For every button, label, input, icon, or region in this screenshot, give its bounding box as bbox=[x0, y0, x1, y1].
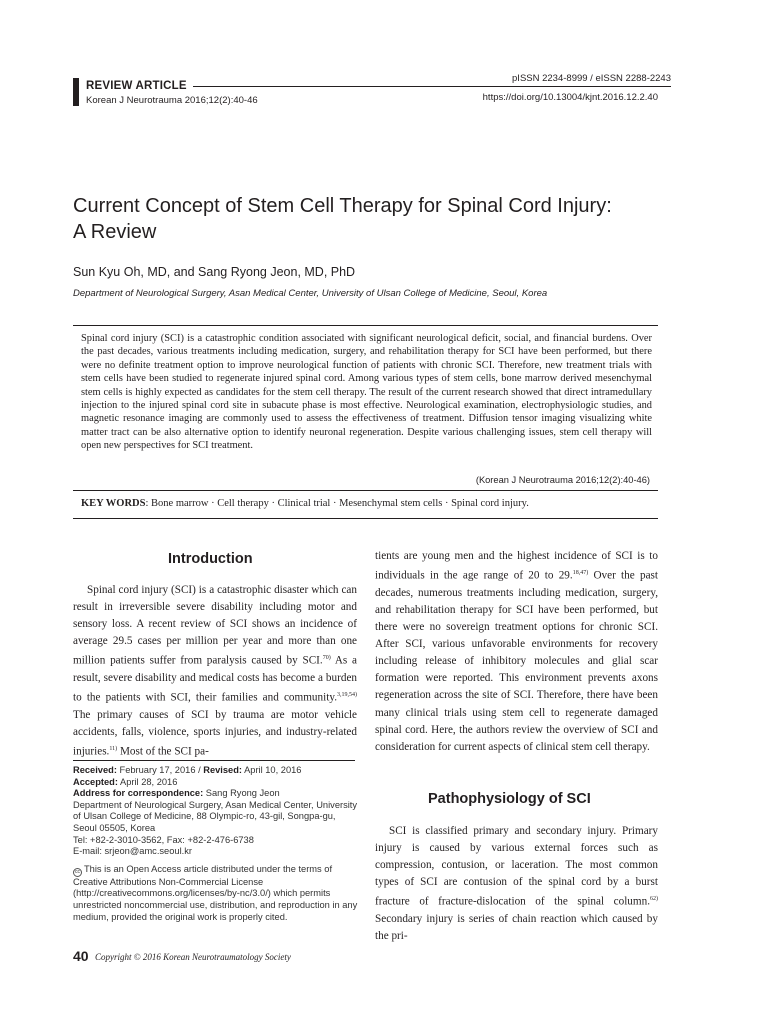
reference-superscript[interactable]: 18,47) bbox=[572, 570, 589, 577]
correspondence-address: Department of Neurological Surgery, Asan Medical Center, University of Ulsan College of Medicine, 88 Olympic-ro, 43-gil, Songpa-gu, Seoul 05505, Korea bbox=[73, 799, 358, 833]
article-footnote bbox=[73, 765, 359, 923]
reference-superscript[interactable]: 3,19,54) bbox=[337, 692, 357, 699]
intro-p2-text-a: A recent review of SCI shows an incidence of average 29.5 cases per million per year and more than one million patients suffer from paralysis caused by SCI. bbox=[73, 618, 357, 668]
journal-citation: Korean J Neurotrauma 2016;12(2):40-46 bbox=[86, 95, 258, 106]
keywords-line: KEY WORDS: Bone marrow · Cell therapy · Clinical trial · Mesenchymal stem cells · Spinal cord injury. bbox=[81, 498, 529, 509]
pathophysiology-body bbox=[375, 823, 658, 945]
doi-link[interactable]: https://doi.org/10.13004/kjnt.2016.12.2.40 bbox=[482, 92, 658, 103]
contact-email[interactable]: E-mail: srjeon@amc.seoul.kr bbox=[73, 846, 192, 857]
pathophysiology-heading: Pathophysiology of SCI bbox=[428, 791, 591, 807]
revised-label: Revised: bbox=[203, 765, 243, 775]
section-marker-bar bbox=[73, 78, 79, 106]
right-p1-text-a: tients are young men and the highest incidence of SCI is to individuals in the age range of 20 to 29. bbox=[375, 550, 658, 582]
accepted-label: Accepted: bbox=[73, 776, 118, 787]
intro-continued-paragraph bbox=[375, 548, 658, 756]
accepted-date: April 28, 2016 bbox=[117, 776, 178, 787]
intro-p2-text-d: Most of the SCI pa- bbox=[117, 746, 209, 759]
license-notice bbox=[73, 864, 359, 923]
received-line bbox=[73, 765, 359, 777]
title-line-1: Current Concept of Stem Cell Therapy for Spinal Cord Injury: bbox=[73, 195, 612, 217]
right-column-body bbox=[375, 548, 658, 756]
reference-superscript[interactable]: 70) bbox=[322, 655, 331, 662]
copyright-notice: Copyright © 2016 Korean Neurotraumatology Society bbox=[95, 952, 291, 962]
title-line-2: A Review bbox=[73, 221, 157, 243]
author-list: Sun Kyu Oh, MD, and Sang Ryong Jeon, MD, PhD bbox=[73, 265, 356, 279]
keywords-items: Bone marrow · Cell therapy · Clinical trial · Mesenchymal stem cells · Spinal cord injury. bbox=[151, 498, 529, 509]
introduction-body bbox=[73, 582, 357, 761]
issn-info: pISSN 2234-8999 / eISSN 2288-2243 bbox=[512, 73, 671, 84]
abstract-citation: (Korean J Neurotrauma 2016;12(2):40-46) bbox=[475, 475, 650, 485]
abstract-text: Spinal cord injury (SCI) is a catastrophic condition associated with significant neurological deficit, social, and financial burdens. Over the past decades, various treatments including medication, surgery, and rehabilitation therapy for SCI have been performed, but there were no definite treatment option to improve neurological function of patients with chronic SCI. Therefore, new treatment trials with stem cells have been studied to regenerate injured spinal cord. Among various types of stem cells, bone marrow derived mesenchymal stem cells is highly expected as candidates for the stem cell therapy. The result of the current research showed that direct intramedullary injection to the injured spinal cord site in subacute phase is most effective. Neurological examination, electrophysiologic studies, and magnetic resonance imaging are commonly used to assess the effectiveness of treatment. Diffusion tensor imaging visualizing white matter tract can be also alternative option to identify neuronal regeneration. Despite various challenging issues, stem cell therapy will open new perspectives for SCI treatment. bbox=[81, 333, 652, 452]
abstract-bottom-rule bbox=[73, 518, 658, 519]
intro-p2-text-c: The primary causes of SCI by trauma are motor vehicle accidents, falls, violence, sports injuries, and industry-related injuries. bbox=[73, 709, 357, 759]
header-rule bbox=[193, 86, 671, 87]
affiliation: Department of Neurological Surgery, Asan Medical Center, University of Ulsan College of Medicine, Seoul, Korea bbox=[73, 288, 548, 299]
page-number: 40 bbox=[73, 948, 89, 964]
intro-paragraph-1 bbox=[73, 582, 357, 761]
received-label: Received: bbox=[73, 765, 117, 775]
contact-phone: Tel: +82-2-3010-3562, Fax: +82-2-476-6738 bbox=[73, 834, 254, 845]
patho-text-b: Secondary injury is series of chain reaction which caused by the pri- bbox=[375, 913, 658, 943]
footnote-rule bbox=[73, 760, 355, 761]
abstract-top-rule bbox=[73, 325, 658, 326]
abstract-middle-rule bbox=[73, 490, 658, 491]
license-text: This is an Open Access article distributed under the terms of Creative Attributions Non-Commercial License (http://creativecommons.org/licenses/by-nc/3.0/) which permits unrestricted noncommercial use, distribution, and reproduction in any medium, provided the original work is properly cited. bbox=[73, 863, 358, 922]
revised-date: April 10, 2016 bbox=[242, 765, 302, 775]
article-title bbox=[73, 193, 693, 245]
right-p1-text-b: Over the past decades, numerous treatments including medication, surgery, and rehabilitation therapy for SCI have been performed, but there were no sovereign treatment options for chronic SCI. After SCI, various unfavorable environments for recovery including release of inhibitory molecules and glial scar formation were reported. This environment prevents axons regeneration across the site of SCI. Therefore, there have been many clinical trials using stem cell to regenerate damaged spinal cord. Here, the authors review the overview of SCI and consideration for current aspects of clinical stem cell therapy. bbox=[375, 569, 658, 753]
creative-commons-icon: cc bbox=[75, 868, 80, 875]
article-type-label: REVIEW ARTICLE bbox=[86, 80, 187, 92]
patho-text-a: SCI is classified primary and secondary injury. Primary injury is caused by various external forces such as compression, contusion, or laceration. The most common types of SCI are contusion of the spinal cord by a burst fracture of fracture-dislocation of the spinal column. bbox=[375, 825, 658, 909]
introduction-heading: Introduction bbox=[168, 551, 253, 567]
correspondence-line bbox=[73, 788, 359, 800]
accepted-line bbox=[73, 777, 359, 789]
intro-p1-text: Spinal cord injury (SCI) is a catastrophic disaster which can result in irreversible severe disability including motor and sensory loss. bbox=[73, 584, 357, 631]
received-date: February 17, 2016 / bbox=[116, 765, 204, 775]
correspondence-label: Address for correspondence: bbox=[73, 788, 204, 799]
reference-superscript[interactable]: 11) bbox=[109, 746, 118, 753]
correspondence-name: Sang Ryong Jeon bbox=[203, 788, 280, 799]
keywords-label: KEY WORDS bbox=[81, 498, 146, 509]
reference-superscript[interactable]: 62) bbox=[650, 896, 658, 903]
pathophysiology-paragraph bbox=[375, 823, 658, 945]
intro-p2-text-b: As a result, severe disability and medical costs has become a burden to the patients with SCI, their families and community. bbox=[73, 655, 358, 705]
